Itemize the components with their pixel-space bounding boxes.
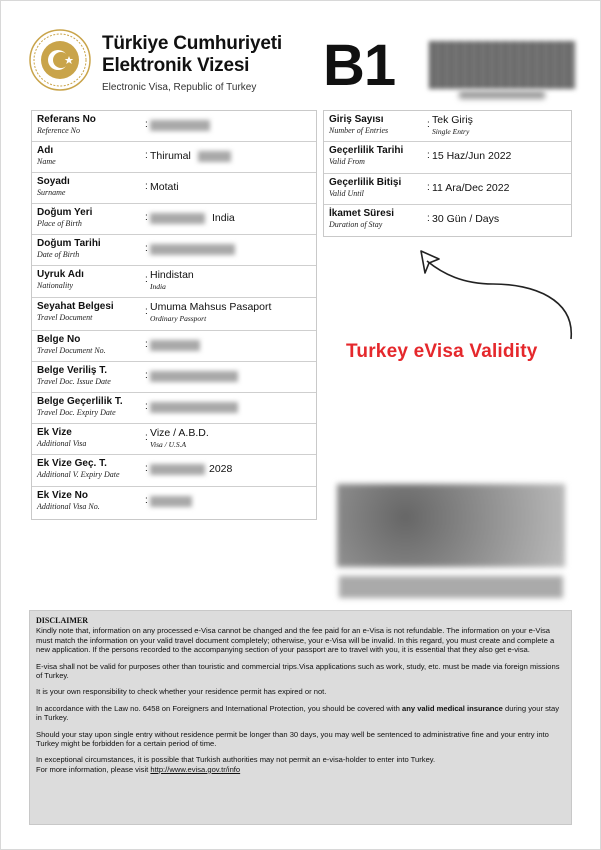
personal-label: Uyruk Adı <box>37 269 84 280</box>
turkey-seal-logo <box>29 29 91 91</box>
validity-row <box>324 111 571 142</box>
evisa-info-link[interactable]: http://www.evisa.gov.tr/info <box>150 764 241 774</box>
personal-sublabel: Travel Doc. Expiry Date <box>37 408 116 417</box>
personal-sublabel: Name <box>37 157 56 166</box>
redacted-value <box>150 496 192 507</box>
personal-row <box>32 424 316 455</box>
disclaimer-heading: DISCLAIMER <box>36 616 89 625</box>
validity-sublabel: Valid Until <box>329 189 364 198</box>
personal-colon: : <box>145 212 148 223</box>
personal-row <box>32 331 316 362</box>
personal-row <box>32 298 316 331</box>
validity-sublabel: Duration of Stay <box>329 220 383 229</box>
qr-code-redacted <box>337 484 565 567</box>
personal-sublabel: Additional Visa <box>37 439 87 448</box>
annotation-arrow <box>413 239 588 344</box>
personal-sublabel: Additional V. Expiry Date <box>37 470 120 479</box>
personal-label: Belge Geçerlilik T. <box>37 396 123 407</box>
barcode-redacted <box>429 41 575 89</box>
personal-value: Thirumal <box>150 150 191 162</box>
personal-sublabel: Date of Birth <box>37 250 80 259</box>
redacted-value <box>150 340 200 351</box>
subtitle: Electronic Visa, Republic of Turkey <box>102 82 257 93</box>
personal-colon: : <box>145 370 148 381</box>
personal-colon: : <box>145 432 148 443</box>
personal-colon: : <box>145 181 148 192</box>
validity-row <box>324 205 571 236</box>
personal-colon: : <box>145 274 148 285</box>
personal-sublabel: Reference No <box>37 126 81 135</box>
personal-value: Motati <box>150 181 179 193</box>
validity-label: Giriş Sayısı <box>329 114 384 125</box>
personal-colon: : <box>145 306 148 317</box>
personal-label: Seyahat Belgesi <box>37 301 114 312</box>
validity-label: Geçerlilik Bitişi <box>329 177 402 188</box>
personal-label: Referans No <box>37 114 96 125</box>
redacted-value <box>150 371 238 382</box>
personal-sublabel: Travel Doc. Issue Date <box>37 377 111 386</box>
personal-row <box>32 487 316 521</box>
personal-sublabel: Nationality <box>37 281 73 290</box>
personal-value-sub: Visa / U.S.A <box>150 440 187 449</box>
validity-value-sub: Single Entry <box>432 127 470 136</box>
title-line1: Türkiye Cumhuriyeti <box>102 33 282 54</box>
validity-colon: : <box>427 182 430 193</box>
personal-row <box>32 362 316 393</box>
personal-label: Adı <box>37 145 54 156</box>
disclaimer-p7 <box>36 765 565 774</box>
personal-colon: : <box>145 339 148 350</box>
personal-colon: : <box>145 495 148 506</box>
personal-label: Soyadı <box>37 176 70 187</box>
personal-label: Doğum Tarihi <box>37 238 101 249</box>
personal-row <box>32 111 316 142</box>
disclaimer-p6: In exceptional circumstances, it is possible that Turkish authorities may not permit an e-visa-holder to enter into Turkey. <box>36 755 436 765</box>
personal-info-table <box>31 110 317 520</box>
personal-row <box>32 455 316 487</box>
validity-value: Tek Giriş <box>432 114 473 126</box>
disclaimer-p5: Should your stay upon single entry without residence permit be longer than 30 days, you may well be sentenced to administrative fine and your entry into Turkey might be forbidden for a certain period of time. <box>36 729 549 749</box>
personal-label: Belge Veriliş T. <box>37 365 108 376</box>
redacted-value <box>150 402 238 413</box>
personal-sublabel: Place of Birth <box>37 219 82 228</box>
disclaimer-box <box>29 610 572 825</box>
disclaimer-p4-end: during your stay in Turkey. <box>36 703 560 723</box>
disclaimer-p1: Kindly note that, information on any processed e-Visa cannot be changed and the fee paid for an e-Visa is not refundable. The information on your e-Visa must match the information on your valid travel document completely; otherwise, your e-Visa will be invalid. In this regard, you must create and complete a new application. If the persons recorded to the accompanying section of your passport are to travel with you, it is essential that they also get e-visa. <box>36 626 555 655</box>
redacted-value <box>150 244 235 255</box>
validity-label: İkamet Süresi <box>329 208 395 219</box>
personal-sublabel: Travel Document No. <box>37 346 106 355</box>
personal-label: Ek Vize Geç. T. <box>37 458 107 469</box>
personal-row <box>32 173 316 204</box>
personal-value: Umuma Mahsus Pasaport <box>150 301 272 313</box>
disclaimer-p2: E-visa shall not be valid for purposes other than touristic and commercial trips.Visa applications such as work, study, etc. must be made via foreign missions of Turkey. <box>36 661 560 681</box>
personal-sublabel: Surname <box>37 188 66 197</box>
personal-value: 2028 <box>209 463 233 475</box>
personal-colon: : <box>145 243 148 254</box>
personal-value: Vize / A.B.D. <box>150 427 209 439</box>
disclaimer-p4-bold: any valid medical insurance <box>402 703 503 713</box>
personal-value-sub: Ordinary Passport <box>150 314 207 323</box>
validity-row <box>324 174 571 205</box>
validity-annotation: Turkey eVisa Validity <box>346 341 538 362</box>
personal-row <box>32 142 316 173</box>
personal-value-sub: India <box>150 282 166 291</box>
validity-colon: : <box>427 213 430 224</box>
personal-colon: : <box>145 463 148 474</box>
personal-value: Hindistan <box>150 269 194 281</box>
personal-row <box>32 235 316 266</box>
personal-sublabel: Additional Visa No. <box>37 502 100 511</box>
title-line2: Elektronik Vizesi <box>102 55 250 76</box>
validity-sublabel: Valid From <box>329 157 365 166</box>
personal-label: Doğum Yeri <box>37 207 93 218</box>
personal-colon: : <box>145 401 148 412</box>
personal-colon: : <box>145 119 148 130</box>
personal-sublabel: Travel Document <box>37 313 93 322</box>
personal-colon: : <box>145 150 148 161</box>
disclaimer-p3: It is your own responsibility to check whether your residence permit has expired or not. <box>36 687 327 697</box>
qr-number-redacted <box>339 576 563 598</box>
validity-colon: : <box>427 150 430 161</box>
personal-value: India <box>212 212 235 224</box>
redacted-value <box>198 151 231 162</box>
validity-value: 15 Haz/Jun 2022 <box>432 150 512 162</box>
validity-sublabel: Number of Entries <box>329 126 389 135</box>
disclaimer-p7-start: For more information, please visit <box>36 764 151 774</box>
redacted-value <box>150 464 205 475</box>
validity-value: 11 Ara/Dec 2022 <box>432 182 510 194</box>
visa-type: B1 <box>323 33 396 98</box>
barcode-number-redacted <box>459 91 545 99</box>
redacted-value <box>150 213 205 224</box>
personal-label: Ek Vize <box>37 427 72 438</box>
personal-row <box>32 266 316 298</box>
disclaimer-p4 <box>36 704 565 723</box>
personal-row <box>32 204 316 235</box>
personal-label: Belge No <box>37 334 81 345</box>
redacted-value <box>150 120 210 131</box>
validity-row <box>324 142 571 174</box>
disclaimer-p4-start: In accordance with the Law no. 6458 on Foreigners and International Protection, you should be covered with <box>36 703 402 713</box>
personal-label: Ek Vize No <box>37 490 88 501</box>
visa-validity-table <box>323 110 572 237</box>
personal-row <box>32 393 316 424</box>
validity-label: Geçerlilik Tarihi <box>329 145 404 156</box>
validity-colon: : <box>427 119 430 130</box>
validity-value: 30 Gün / Days <box>432 213 500 225</box>
